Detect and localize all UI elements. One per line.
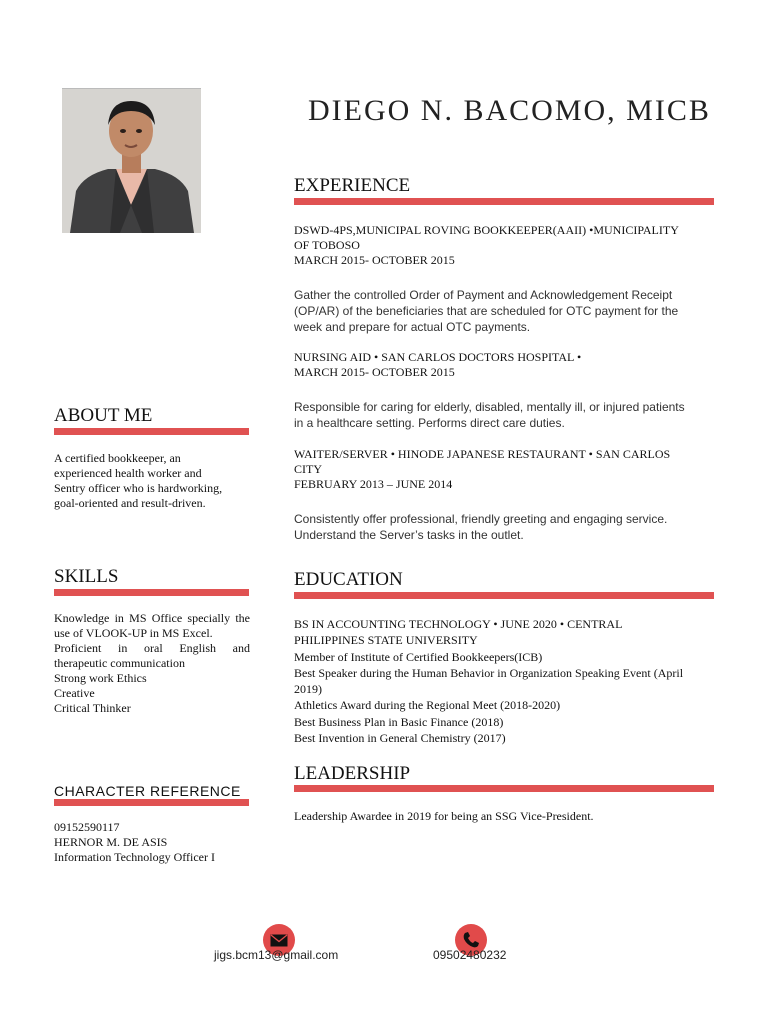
education-line: 2019) xyxy=(294,682,322,697)
job-heading-line: CITY xyxy=(294,462,322,476)
job-date: FEBRUARY 2013 – JUNE 2014 xyxy=(294,477,453,491)
skill-line: Strong work Ethics xyxy=(54,671,147,685)
leadership-text xyxy=(294,809,714,824)
skill-line: therapeutic communication xyxy=(54,656,185,670)
about-me-text xyxy=(54,451,250,511)
education-line: Best Invention in General Chemistry (2017) xyxy=(294,731,506,746)
experience-title: EXPERIENCE xyxy=(294,175,411,196)
character-reference-text xyxy=(54,820,250,865)
education-line: PHILIPPINES STATE UNIVERSITY xyxy=(294,633,478,648)
skills-list xyxy=(54,611,250,716)
experience-job-3-heading xyxy=(294,447,714,492)
about-me-divider xyxy=(54,428,249,435)
leadership-line: Leadership Awardee in 2019 for being an SSG Vice-President. xyxy=(294,809,594,823)
job-heading-line: DSWD-4PS,MUNICIPAL ROVING BOOKKEEPER(AAII) •MUNICIPALITY xyxy=(294,223,679,237)
contact-email[interactable]: jigs.bcm13@gmail.com xyxy=(214,948,339,962)
job-date: MARCH 2015- OCTOBER 2015 xyxy=(294,365,455,379)
education-list xyxy=(294,616,714,746)
skill-line: Critical Thinker xyxy=(54,701,131,715)
experience-job-2-heading xyxy=(294,350,714,380)
skills-title: SKILLS xyxy=(54,566,119,587)
job-heading-line: OF TOBOSO xyxy=(294,238,360,252)
skill-line: Knowledge in MS Office specially the xyxy=(54,611,250,625)
applicant-name: DIEGO N. BACOMO, MICB xyxy=(308,94,711,127)
contact-phone[interactable]: 09502480232 xyxy=(433,948,507,962)
character-reference-divider xyxy=(54,799,249,806)
job-desc-line: week and prepare for actual OTC payments. xyxy=(294,320,531,334)
leadership-divider xyxy=(294,785,714,792)
job-desc-line: in a healthcare setting. Performs direct care duties. xyxy=(294,416,565,430)
experience-job-1-heading xyxy=(294,223,714,268)
experience-divider xyxy=(294,198,714,205)
reference-name: HERNOR M. DE ASIS xyxy=(54,835,168,849)
experience-job-3-description xyxy=(294,511,714,543)
job-heading-line: WAITER/SERVER • HINODE JAPANESE RESTAURANT • SAN CARLOS xyxy=(294,447,671,461)
reference-position: Information Technology Officer I xyxy=(54,850,215,864)
character-reference-title: CHARACTER REFERENCE xyxy=(54,783,241,799)
profile-photo xyxy=(62,88,201,233)
education-line: BS IN ACCOUNTING TECHNOLOGY • JUNE 2020 • CENTRAL xyxy=(294,617,623,631)
about-line: goal-oriented and result-driven. xyxy=(54,496,206,510)
about-line: A certified bookkeeper, an xyxy=(54,451,181,465)
about-line: experienced health worker and xyxy=(54,466,202,480)
reference-phone: 09152590117 xyxy=(54,820,120,834)
about-me-title: ABOUT ME xyxy=(54,405,153,426)
skill-line: use of VLOOK-UP in MS Excel. xyxy=(54,626,213,640)
job-desc-line: Understand the Server’s tasks in the outlet. xyxy=(294,528,524,542)
education-line: Best Business Plan in Basic Finance (2018) xyxy=(294,714,504,729)
education-title: EDUCATION xyxy=(294,569,403,590)
skills-divider xyxy=(54,589,249,596)
leadership-title: LEADERSHIP xyxy=(294,763,411,784)
education-line: Member of Institute of Certified Bookkeepers(ICB) xyxy=(294,649,543,664)
job-desc-line: Gather the controlled Order of Payment and Acknowledgement Receipt xyxy=(294,288,673,302)
person-photo-illustration xyxy=(62,89,201,233)
education-line: Best Speaker during the Human Behavior in Organization Speaking Event (April xyxy=(294,665,684,680)
job-desc-line: Consistently offer professional, friendly greeting and engaging service. xyxy=(294,512,668,526)
job-desc-line: (OP/AR) of the beneficiaries that are scheduled for OTC payment for the xyxy=(294,304,679,318)
about-line: Sentry officer who is hardworking, xyxy=(54,481,223,495)
education-line: Athletics Award during the Regional Meet (2018-2020) xyxy=(294,698,561,713)
job-desc-line: Responsible for caring for elderly, disabled, mentally ill, or injured patients xyxy=(294,400,685,414)
job-heading-line: NURSING AID • SAN CARLOS DOCTORS HOSPITAL • xyxy=(294,350,582,364)
skill-line: Proficient in oral English and xyxy=(54,641,250,655)
education-divider xyxy=(294,592,714,599)
experience-job-1-description xyxy=(294,287,714,335)
job-date: MARCH 2015- OCTOBER 2015 xyxy=(294,253,455,267)
skill-line: Creative xyxy=(54,686,95,700)
experience-job-2-description xyxy=(294,399,714,431)
